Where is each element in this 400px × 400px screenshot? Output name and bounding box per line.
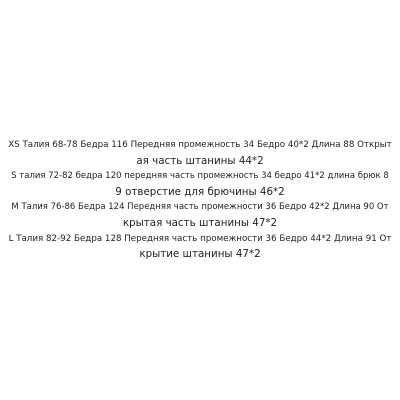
size-row-s [8,169,392,200]
size-row-l-line-1: L Талия 82-92 Бедра 128 Передняя часть промежности 36 Бедро 44*2 Длина 91 От [8,233,392,244]
size-row-l [8,232,392,263]
size-row-m-line-2: крытая часть штанины 47*2 [122,216,278,229]
size-row-s-line-1: S талия 72-82 бедра 120 передняя часть промежность 34 бедро 41*2 длина брюк 8 [11,171,389,182]
size-row-m-line-1: M Талия 76-86 Бедра 124 Передняя часть промежности 36 Бедро 42*2 Длина 90 От [11,202,389,213]
size-row-xs [8,138,392,169]
size-row-xs-line-1: XS Талия 68-78 Бедра 116 Передняя промежность 34 Бедро 40*2 Длина 88 Открыт [8,140,392,150]
size-row-s-line-2: 9 отверстие для брючины 46*2 [115,185,285,198]
size-row-xs-line-2: ая часть штанины 44*2 [136,154,264,167]
size-row-l-line-2: крытие штанины 47*2 [139,248,261,261]
size-row-m [8,200,392,231]
size-chart [8,138,392,263]
